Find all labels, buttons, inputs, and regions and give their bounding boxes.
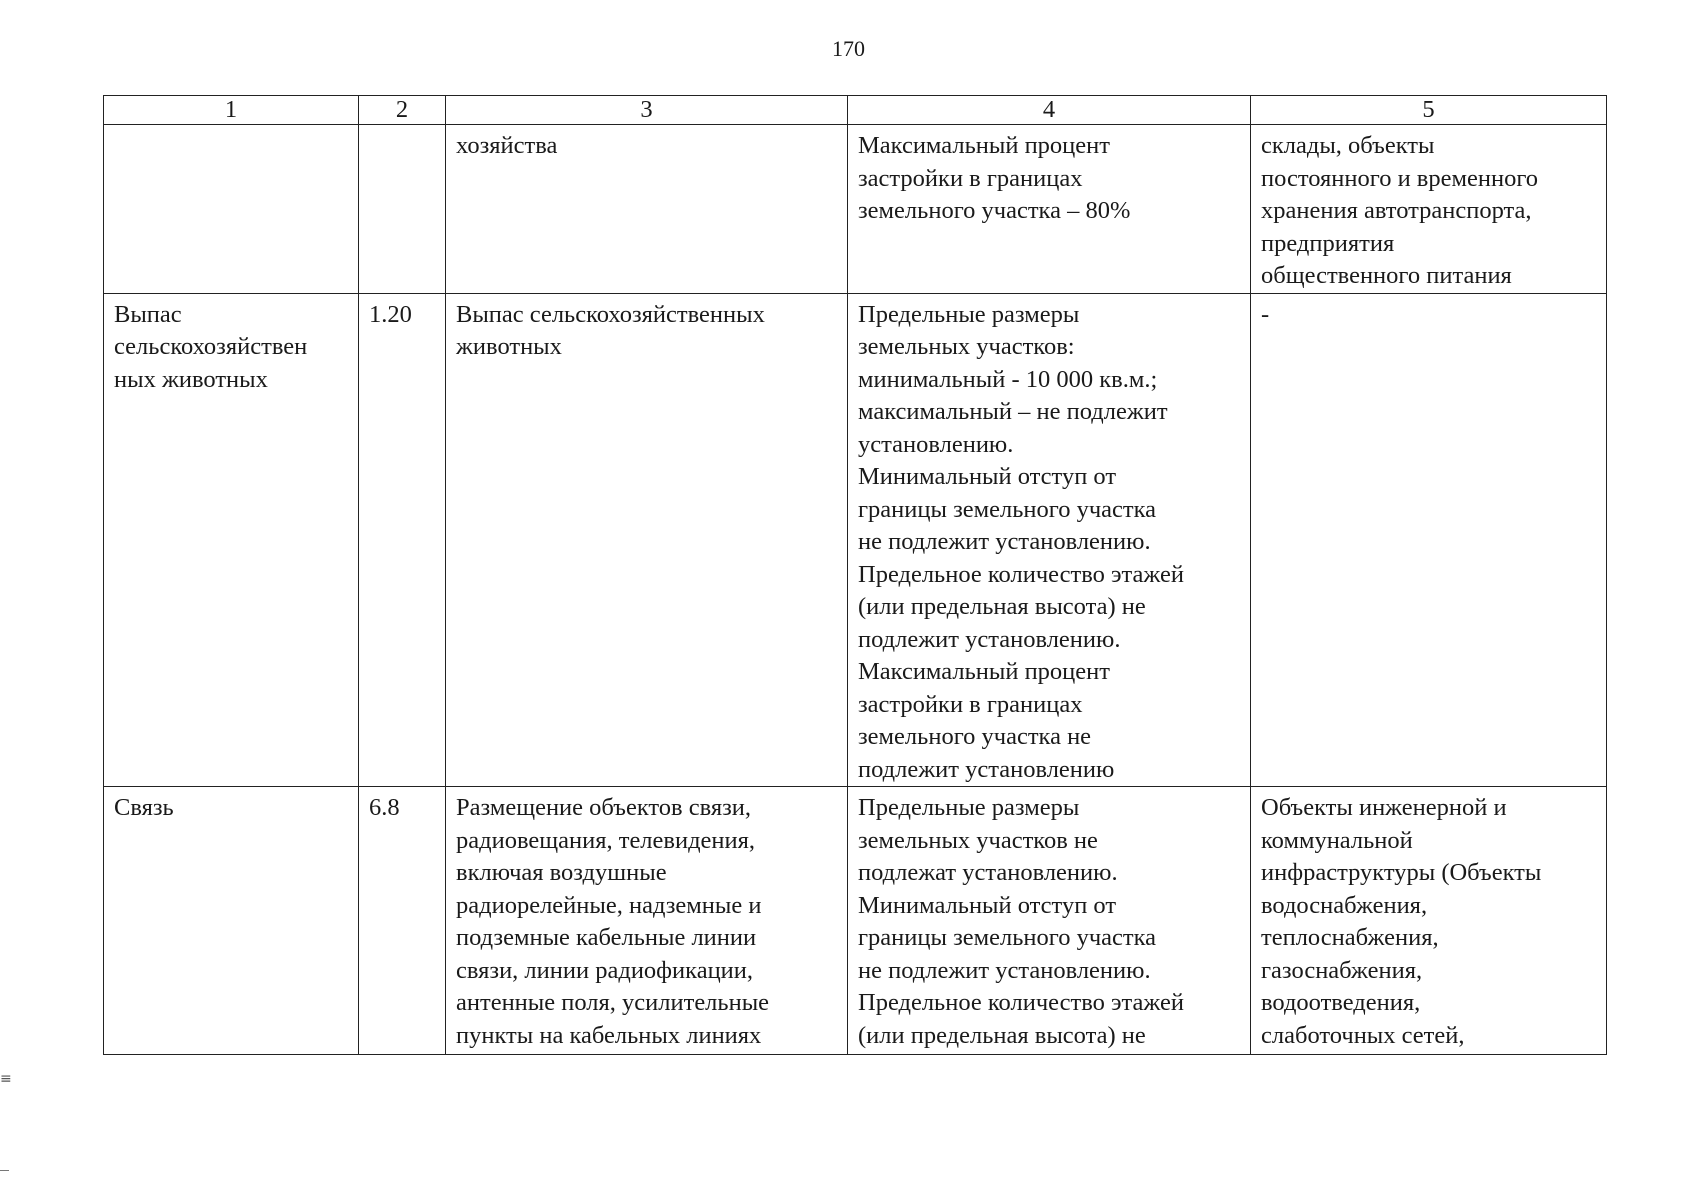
column-header: 3 — [446, 96, 848, 125]
table-row — [104, 293, 1607, 787]
table-header-row — [104, 96, 1607, 125]
column-header: 5 — [1251, 96, 1607, 125]
table-row — [104, 787, 1607, 1055]
parameters-cell: Максимальный процент застройки в границах земельного участка – 80% — [848, 125, 1251, 294]
table-row — [104, 125, 1607, 294]
page-number: 170 — [832, 36, 865, 61]
parameters-cell: Предельные размеры земельных участков не подлежат установлению. Минимальный отступ от границы земельного участка не подлежит установлению. Предельное количество этажей (или предельная высота) не — [848, 787, 1251, 1055]
use-name-cell: Выпас сельскохозяйствен ных животных — [104, 293, 359, 787]
use-code-cell: 6.8 — [359, 787, 446, 1055]
use-name-cell: Связь — [104, 787, 359, 1055]
auxiliary-uses-cell: - — [1251, 293, 1607, 787]
use-code-cell — [359, 125, 446, 294]
scan-edge-dash — [0, 1170, 9, 1171]
land-use-table — [103, 95, 1607, 1055]
use-code-cell: 1.20 — [359, 293, 446, 787]
parameters-cell: Предельные размеры земельных участков: минимальный - 10 000 кв.м.; максимальный – не подлежит установлению. Минимальный отступ от границы земельного участка не подлежит установлению. Предельное количество этажей (или предельная высота) не подлежит установлению. Максимальный процент застройки в границах земельного участка не подлежит установлению — [848, 293, 1251, 787]
column-header: 4 — [848, 96, 1251, 125]
column-header: 2 — [359, 96, 446, 125]
auxiliary-uses-cell: склады, объекты постоянного и временного хранения автотранспорта, предприятия общественного питания — [1251, 125, 1607, 294]
scan-edge-mark: ≡ — [0, 1071, 11, 1087]
use-description-cell: Размещение объектов связи, радиовещания, телевидения, включая воздушные радиорелейные, надземные и подземные кабельные линии связи, линии радиофикации, антенные поля, усилительные пункты на кабельных линиях — [446, 787, 848, 1055]
auxiliary-uses-cell: Объекты инженерной и коммунальной инфраструктуры (Объекты водоснабжения, теплоснабжения, газоснабжения, водоотведения, слаботочных сетей, — [1251, 787, 1607, 1055]
use-description-cell: Выпас сельскохозяйственных животных — [446, 293, 848, 787]
column-header: 1 — [104, 96, 359, 125]
use-description-cell: хозяйства — [446, 125, 848, 294]
use-name-cell — [104, 125, 359, 294]
